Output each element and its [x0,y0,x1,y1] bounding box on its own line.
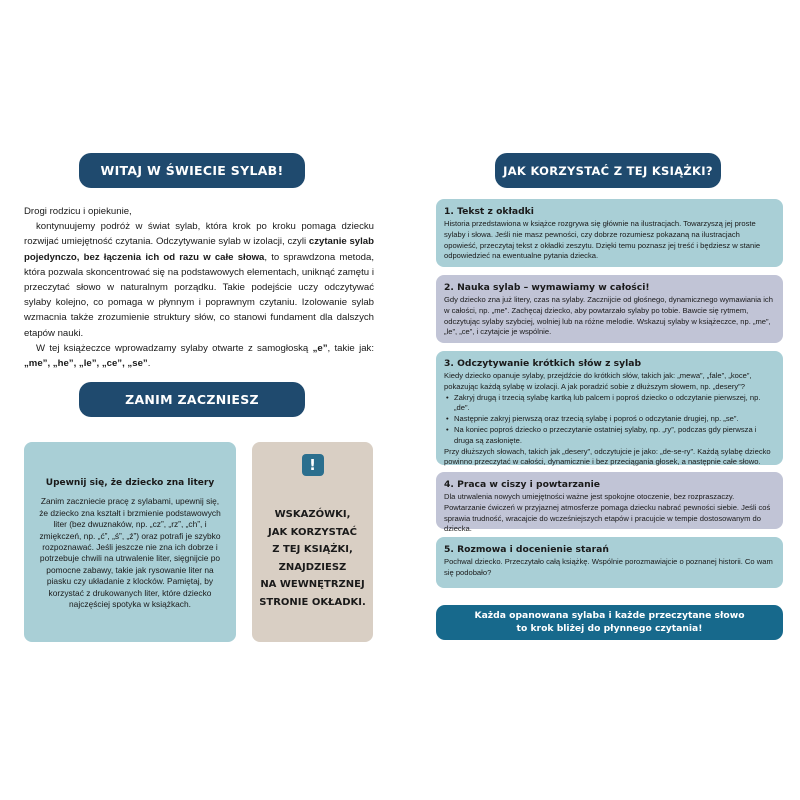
step-3-title: 3. Odczytywanie krótkich słów z sylab [444,358,642,369]
how-to-use-header-label: JAK KORZYSTAĆ Z TEJ KSIĄŻKI? [503,163,713,178]
step-4-box [436,472,783,534]
intro-p1-bold: czytanie sylab pojedynczo, bez łączenia ich od razu w całe słowa [24,236,375,263]
intro-p1-a: kontynuujemy podróż w świat sylab, która krok po kroku pomaga dziecku rozwijać umiejętność czytania. Odczytywanie sylab w izolacji, czyli [24,221,374,248]
step-3-bullet: • Na koniec poproś dziecko o przeczytanie ostatniej sylaby, np. „ry”, podczas gdy pierwsza i druga są zasłonięte. [454,425,775,447]
cover-note-box [252,442,373,642]
welcome-header-label: WITAJ W ŚWIECIE SYLAB! [100,163,284,178]
before-start-header [79,382,305,417]
step-2-title: 2. Nauka sylab – wymawiamy w całości! [444,282,650,293]
step-3-box [436,351,783,465]
cover-note-line: NA WEWNĘTRZNEJ [260,579,365,590]
letters-tip-box [24,442,236,642]
step-1-text: Historia przedstawiona w książce rozgrywa się głównie na ilustracjach. Towarzyszą jej proste sylaby i słowa. Jeśli nie masz pewności, czy dobrze rozumiesz pokazaną na ilustracjach opowieść, przeczytaj tekst z okładki zeszytu. Dzięki temu poznasz jej treść i będziesz w stanie odpowiedzieć na ewentualne pytania dziecka. [444,219,761,261]
step-3-bullet: • Zakryj drugą i trzecią sylabę kartką lub palcem i poproś dziecko o odczytanie pierwszej, np. „de”. [454,393,775,415]
exclamation-icon: ! [302,454,324,476]
step-5-box [436,537,783,588]
how-to-use-header [495,153,721,188]
step-1-title: 1. Tekst z okładki [444,206,534,217]
step-1-box [436,199,783,267]
cover-note-line: ZNAJDZIESZ [278,561,347,573]
intro-text [24,204,374,371]
step-4-title: 4. Praca w ciszy i powtarzanie [444,479,600,490]
step-2-box [436,275,783,343]
intro-paragraph-2 [24,341,374,371]
intro-p2-bold-e: „e” [312,342,328,354]
step-2-text: Gdy dziecko zna już litery, czas na sylaby. Zacznijcie od głośnego, dynamicznego wymawiania ich w całości, np. „me”. Zachęcaj dziecko, aby powtarzało sylaby po tobie. Bawcie się rytmem, odczytując sylaby szybciej, wolniej lub na różne melodie. Wskazuj sylaby w książeczce, np. „me”, „le”, „ce”, i czytajcie je wspólnie. [444,295,773,337]
step-5-title: 5. Rozmowa i docenienie starań [444,544,609,555]
letters-tip-title: Upewnij się, że dziecko zna litery [45,478,215,488]
step-5-text: Pochwal dziecko. Przeczytało całą książkę. Wspólnie porozmawiajcie o poznanej historii. Co wam się podobało? [444,557,773,577]
step-3-list [444,393,775,447]
before-start-header-label: ZANIM ZACZNIESZ [125,392,259,407]
intro-p2-bold-syllables: „me”, „he”, „le”, „ce”, „se” [24,358,148,370]
cover-note-text [252,506,373,611]
motivation-line-1: Każda opanowana sylaba i każde przeczytane słowo [474,610,745,621]
intro-p2-e: . [147,358,151,370]
step-3-bullet: • Następnie zakryj pierwszą oraz trzecią sylabę i poproś o odczytanie drugiej, np. „se”. [454,414,775,425]
step-4-text: Dla utrwalenia nowych umiejętności ważne jest spokojne otoczenie, bez rozpraszaczy. Powtarzanie ćwiczeń w przyjaznej atmosferze pomaga dziecku nabrać pewności siebie. Jeśli coś sprawia trudność, wracajcie do wcześniejszych etapów i pracujcie w tempie dostosowanym do dziecka. [444,492,771,534]
intro-p2-c: , takie jak: [327,342,375,354]
intro-greeting: Drogi rodzicu i opiekunie, [24,206,132,217]
letters-tip-text: Zanim zaczniecie pracę z sylabami, upewnij się, że dziecko zna kształt i brzmienie podstawowych liter (bez dwuznaków, np. „cz”, „rz”, „ch”, i zmiękczeń, np. „ć”, „ś”, „ź”) oraz potrafi je szybko rozpoznawać. Jeśli jeszcze nie zna ich dobrze i potrzebuje chwili na utrwalenie liter, sięgnijcie po pomocne zabawy, takie jak rysowanie liter na piasku czy układanie z klocków. Pamiętaj, by korzystać z drukowanych liter, które dziecko najczęściej spotyka w książkach. [39,496,221,610]
cover-note-line: WSKAZÓWKI, [274,509,351,520]
cover-note-line: STRONIE OKŁADKI. [259,596,366,608]
motivation-line-2: to krok bliżej do płynnego czytania! [516,623,703,634]
intro-p2-a: W tej książeczce wprowadzamy sylaby otwarte z samogłoską [36,342,313,354]
welcome-header [79,153,305,188]
intro-p1-c: , to sprawdzona metoda, która pozwala skoncentrować się na podstawowych elementach, uniknąć zamętu i przeczytać słowo w naturalnym porządku. Takie podejście uczy odczytywać sylaby kolejno, co pomaga w płynnym i poprawnym czytaniu. Izolowanie sylab wzmacnia także zrozumienie struktury słów, co stanowi fundament dla dalszych etapów nauki. [24,251,375,339]
step-3-outro: Przy dłuższych słowach, takich jak „desery”, odczytujcie je jako: „de-se-ry”. Każdą sylabę dziecko powinno przeczytać w całości, dynamicznie i bez przeciągania głosek, a następnie całe słowo. [444,446,771,467]
step-3-intro: Kiedy dziecko opanuje sylaby, przejdźcie do krótkich słów, takich jak: „mewa”, „fale”, „koce”, pokazując każdą sylabę w izolacji. A jak poradzić sobie z dłuższym słowem, np. „desery”? [444,371,752,391]
intro-paragraph-1 [24,219,374,341]
motivation-banner [436,605,783,640]
cover-note-line: Z TEJ KSIĄŻKI, [272,544,353,555]
cover-note-line: JAK KORZYSTAĆ [267,526,357,538]
